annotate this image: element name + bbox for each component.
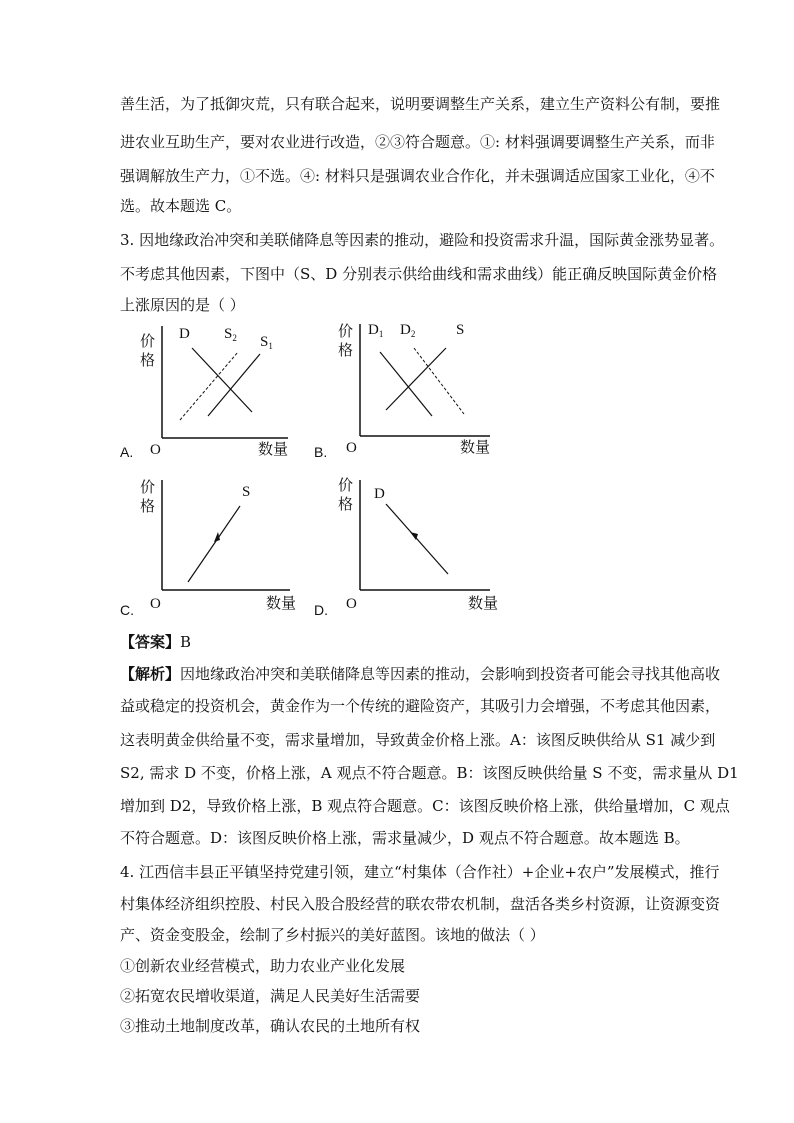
answer-label: 【答案】 [120, 633, 181, 651]
analysis-line-1 [120, 664, 720, 684]
analysis-line-2: 益或稳定的投资机会，黄金作为一个传统的避险资产，其吸引力会增强，不考虑其他因素， [120, 697, 721, 715]
graph-c-y-label-1: 价 [140, 478, 156, 496]
q4-option-3: ③推动土地制度改革，确认农民的土地所有权 [120, 1017, 421, 1035]
q4-option-1: ①创新农业经营模式，助力农业产业化发展 [120, 957, 406, 975]
graph-b-s-label: S [456, 322, 465, 338]
answer-line [120, 632, 191, 652]
graph-c-origin: O [150, 596, 161, 612]
graph-d [330, 474, 510, 614]
option-d-label: D. [314, 602, 328, 618]
graph-a-d-label: D [179, 326, 190, 342]
graph-a [130, 320, 310, 460]
analysis-line-5: 增加到 D2，导致价格上涨，B 观点符合题意。C：该图反映价格上涨，供给量增加，C 观点 [120, 797, 730, 815]
analysis-label: 【解析】 [120, 665, 181, 683]
graph-b-x-label: 数量 [460, 438, 491, 456]
q4-line-1: 4. 江西信丰县正平镇坚持党建引领，建立“村集体（合作社）+企业+农户”发展模式，推行 [120, 863, 720, 881]
graph-d-demand-curve [386, 504, 448, 574]
graph-b-y-label-1: 价 [338, 322, 354, 340]
graph-a-supply-s1-curve [208, 354, 260, 416]
intro-line-2: 进农业互助生产，要对农业进行改造，②③符合题意。①: 材料强调要调整生产关系，而非 [120, 133, 715, 151]
graph-b [330, 318, 510, 458]
intro-line-3: 强调解放生产力，①不选。④: 材料只是强调农业合作化，并未强调适应国家工业化，④不 [120, 167, 715, 185]
answer-value: B [180, 633, 192, 651]
graph-d-origin: O [346, 596, 357, 612]
option-a-label: A. [120, 444, 134, 460]
analysis-line-6: 不符合题意。D：该图反映价格上涨，需求量减少，D 观点不符合题意。故本题选 B。 [120, 829, 690, 847]
graph-a-origin: O [150, 442, 161, 458]
q4-option-2: ②拓宽农民增收渠道，满足人民美好生活需要 [120, 987, 421, 1005]
graph-a-demand-curve [192, 348, 252, 412]
graph-b-d1-label: $D_1$ [368, 322, 384, 339]
graph-a-y-label-1: 价 [140, 332, 156, 350]
graph-c-supply-curve [188, 506, 240, 582]
graph-a-y-label-2: 格 [140, 351, 156, 369]
graph-c [130, 474, 310, 614]
graph-a-s1-label: $S_1$ [260, 334, 273, 351]
graph-a-s2-label: $S_2$ [224, 326, 237, 343]
q3-line-2: 不考虑其他因素，下图中（S、D 分别表示供给曲线和需求曲线）能正确反映国际黄金价格 [120, 265, 718, 283]
graph-b-d2-label: $D_2$ [400, 322, 416, 339]
graph-c-s-label: S [242, 484, 251, 500]
graph-b-supply-curve [386, 348, 446, 410]
analysis-line-4: S2, 需求 D 不变，价格上涨，A 观点不符合题意。B：该图反映供给量 S 不变，需求量从 D1 [120, 764, 739, 782]
graph-d-y-label-2: 格 [338, 495, 354, 513]
q3-line-3: 上涨原因的是（ ） [120, 296, 245, 314]
q4-line-2: 村集体经济组织控股、村民入股合股经营的联农带农机制，盘活各类乡村资源，让资源变资 [120, 895, 721, 913]
graph-b-origin: O [346, 440, 357, 456]
graph-d-d-label: D [374, 486, 385, 502]
graph-a-x-label: 数量 [258, 440, 289, 458]
analysis-first: 因地缘政治冲突和美联储降息等因素的推动，会影响到投资者可能会寻找其他高收 [180, 665, 721, 683]
q3-line-1: 3. 因地缘政治冲突和美联储降息等因素的推动，避险和投资需求升温，国际黄金涨势显著。 [120, 231, 725, 249]
option-c-label: C. [120, 602, 134, 618]
option-b-label: B. [314, 444, 328, 460]
graph-c-y-label-2: 格 [140, 497, 156, 515]
graph-b-demand-d2-curve [414, 348, 464, 414]
graph-c-arrow-icon [214, 532, 220, 542]
graph-d-x-label: 数量 [468, 594, 499, 612]
analysis-line-3: 这表明黄金供给量不变，需求量增加，导致黄金价格上涨。A：该图反映供给从 S1 减少到 [120, 731, 716, 749]
graph-c-x-label: 数量 [266, 594, 297, 612]
q4-line-3: 产、资金变股金，绘制了乡村振兴的美好蓝图。该地的做法（ ） [120, 926, 545, 944]
graph-b-y-label-2: 格 [338, 341, 354, 359]
intro-line-1: 善生活，为了抵御灾荒，只有联合起来，说明要调整生产关系，建立生产资料公有制，要推 [120, 95, 721, 113]
graph-a-supply-s2-curve [180, 352, 238, 420]
intro-line-4: 选。故本题选 C。 [120, 197, 242, 215]
graph-d-y-label-1: 价 [338, 476, 354, 494]
